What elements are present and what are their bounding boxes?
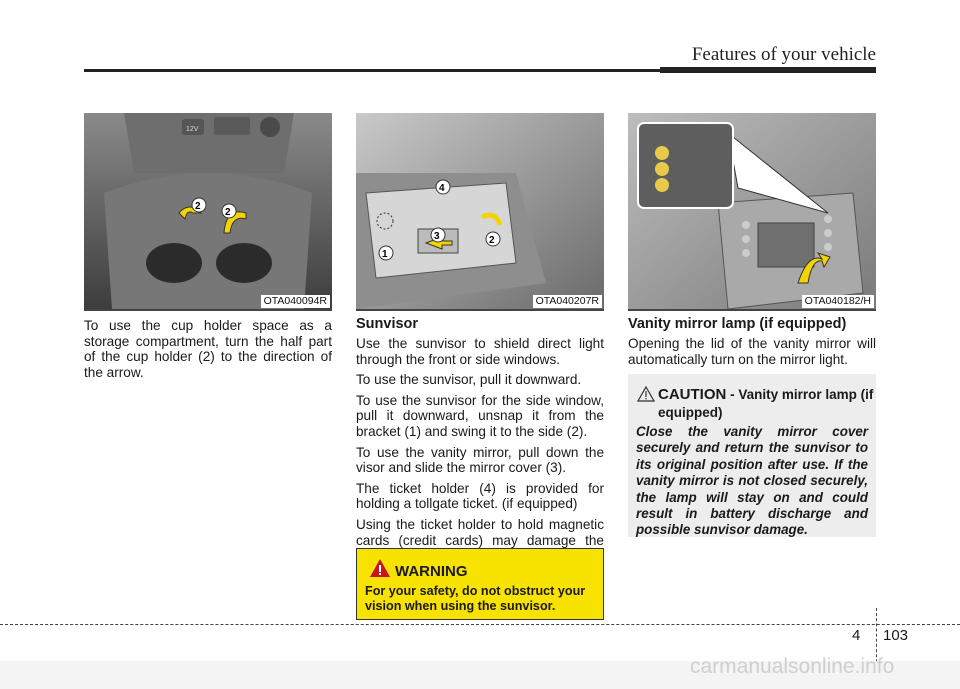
socket-12v-label: 12V bbox=[186, 126, 199, 133]
figure-caption-rule bbox=[84, 309, 332, 311]
marker-2: 2 bbox=[489, 235, 495, 246]
footer-rule bbox=[0, 624, 960, 625]
cup-holder-illustration bbox=[84, 113, 332, 309]
figure-caption-rule bbox=[628, 309, 876, 311]
caution-title bbox=[658, 386, 876, 422]
caution-title-main: CAUTION bbox=[658, 386, 727, 403]
watermark: carmanualsonline.info bbox=[690, 655, 895, 678]
header-rule-accent bbox=[660, 67, 876, 73]
sunvisor-paragraph: The ticket holder (4) is provided for holding a tollgate ticket. (if equipped) bbox=[356, 480, 604, 512]
warning-title: WARNING bbox=[395, 563, 468, 580]
warning-text: For your safety, do not obstruct your vision when using the sunvisor. bbox=[365, 584, 586, 613]
figure-code: OTA040207R bbox=[533, 295, 602, 308]
marker-4: 4 bbox=[439, 183, 445, 194]
figure-sunvisor bbox=[356, 113, 604, 309]
marker-2a: 2 bbox=[195, 201, 201, 212]
figure-code: OTA040094R bbox=[261, 295, 330, 308]
sunvisor-paragraph: Use the sunvisor to shield direct light through the front or side windows. bbox=[356, 336, 604, 367]
sunvisor-paragraph: To use the sunvisor, pull it downward. bbox=[356, 372, 582, 388]
cup-holder-text: To use the cup holder space as a storage compartment, turn the half part of the cup holder (2) to the direction of the arrow. bbox=[84, 318, 332, 380]
figure-cup-holder bbox=[84, 113, 332, 309]
sunvisor-heading: Sunvisor bbox=[356, 316, 419, 332]
caution-text: Close the vanity mirror cover securely and return the sunvisor to its original position after use. If the vanity mirror is not closed securely, the lamp will stay on and could result in battery discharge and possible sunvisor damage. bbox=[636, 424, 868, 538]
figure-vanity-mirror bbox=[628, 113, 876, 309]
page-header-title: Features of your vehicle bbox=[691, 44, 876, 65]
caution-box bbox=[628, 374, 876, 537]
caution-subtitle: - Vanity mirror lamp (if equipped) bbox=[658, 387, 874, 420]
sunvisor-paragraph: To use the vanity mirror, pull down the visor and slide the mirror cover (3). bbox=[356, 444, 604, 476]
sunvisor-body bbox=[356, 336, 604, 569]
sunvisor-illustration bbox=[356, 113, 604, 309]
warning-icon bbox=[369, 558, 391, 578]
marker-1: 1 bbox=[382, 249, 388, 260]
vanity-mirror-illustration bbox=[628, 113, 876, 309]
vanity-lamp-heading: Vanity mirror lamp (if equipped) bbox=[628, 316, 847, 332]
vanity-lamp-text: Opening the lid of the vanity mirror will automatically turn on the mirror light. bbox=[628, 336, 876, 367]
sunvisor-paragraph: To use the sunvisor for the side window, pull it downward, unsnap it from the bracket (1) and swing it to the side (2). bbox=[356, 392, 604, 439]
marker-3: 3 bbox=[434, 231, 440, 242]
marker-2b: 2 bbox=[225, 207, 231, 218]
page-number: 103 bbox=[883, 627, 909, 644]
warning-box bbox=[356, 548, 604, 620]
chapter-number: 4 bbox=[852, 627, 861, 644]
figure-caption-rule bbox=[356, 309, 604, 311]
figure-code: OTA040182/H bbox=[802, 295, 874, 308]
caution-icon bbox=[637, 386, 655, 402]
sunvisor-paragraph: Using the ticket holder to hold magnetic cards (credit cards) may damage the bbox=[356, 516, 604, 548]
